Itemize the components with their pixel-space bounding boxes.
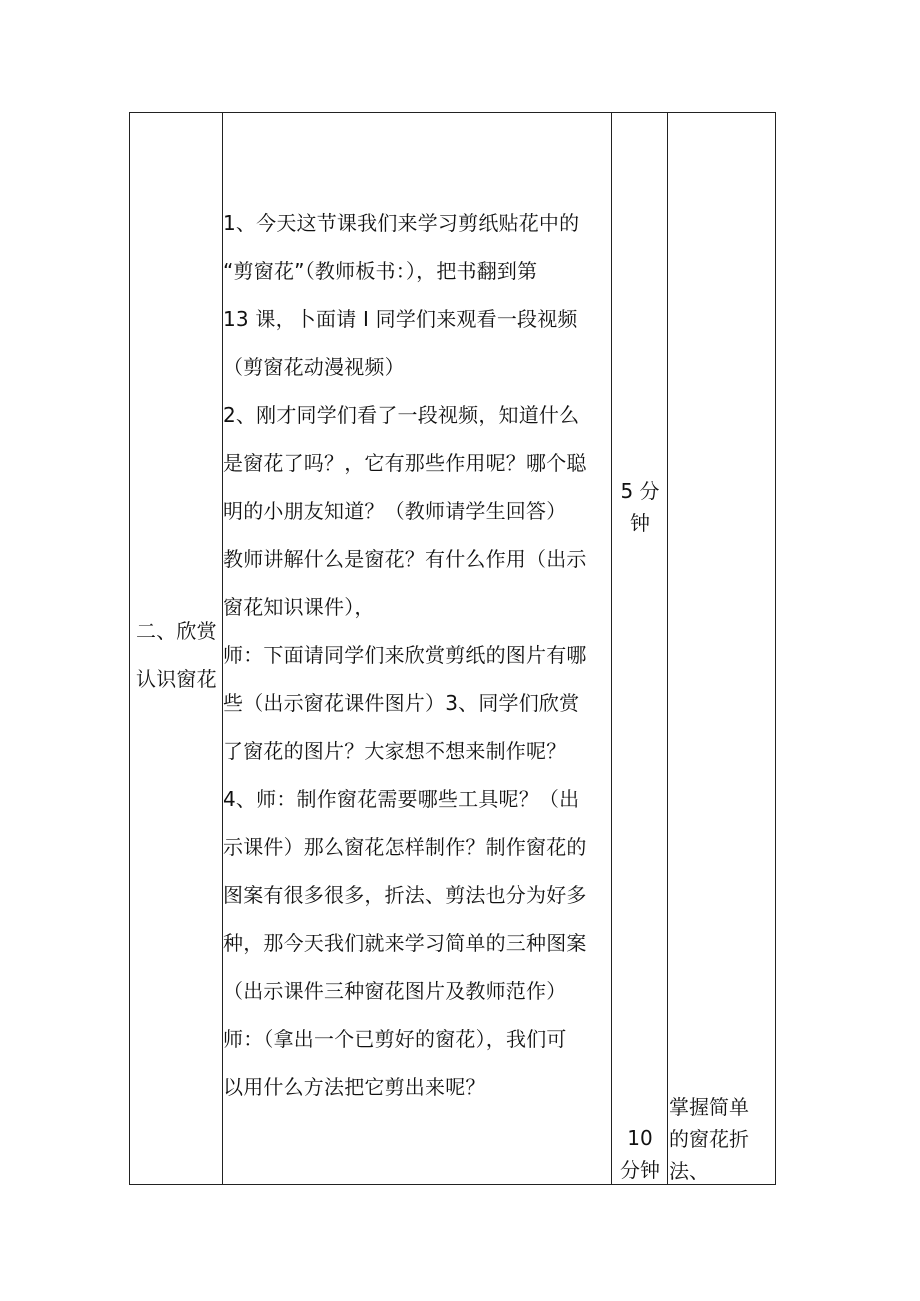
column-divider bbox=[667, 113, 668, 1184]
time-line: 钟 bbox=[630, 511, 650, 535]
time-line: 分钟 bbox=[620, 1158, 660, 1182]
content-line: 明的小朋友知道？（教师请学生回答） bbox=[223, 499, 567, 523]
lesson-table bbox=[129, 112, 776, 1185]
content-line: 窗花知识课件）， bbox=[223, 595, 375, 619]
content-line: 了窗花的图片？大家想不想来制作呢？ bbox=[223, 739, 567, 763]
content-line: 是窗花了吗？，它有那些作用呢？哪个聪 bbox=[223, 451, 587, 475]
content-line: 4、师：制作窗花需要哪些工具呢？（出 bbox=[223, 787, 580, 811]
content-line: （出示课件三种窗花图片及教师范作） bbox=[223, 979, 567, 1003]
content-line: 种，那今天我们就来学习简单的三种图案 bbox=[223, 931, 587, 955]
content-line: 教师讲解什么是窗花？有什么作用（出示 bbox=[223, 547, 587, 571]
stage-cell bbox=[136, 607, 224, 703]
content-line: 示课件）那么窗花怎样制作？制作窗花的 bbox=[223, 835, 587, 859]
content-line: 些（出示窗花课件图片）3、同学们欣赏 bbox=[223, 691, 580, 715]
content-line: 图案有很多很多，折法、剪法也分为好多 bbox=[223, 883, 587, 907]
stage-line: 认识窗花 bbox=[136, 667, 217, 691]
content-line: 师：下面请同学们来欣赏剪纸的图片有哪 bbox=[223, 643, 587, 667]
stage-line: 二、欣赏 bbox=[136, 619, 217, 643]
time-line: 5 分 bbox=[620, 479, 660, 503]
content-line: 师：（拿出一个已剪好的窗花），我们可 bbox=[223, 1027, 567, 1051]
time-line: 10 bbox=[627, 1126, 653, 1150]
goal-line: 法、 bbox=[669, 1159, 709, 1183]
content-line: 13 课，卜面请 I 同学们来观看一段视频 bbox=[223, 307, 578, 331]
goal-line: 的窗花折 bbox=[669, 1127, 749, 1151]
content-line: 以用什么方法把它剪出来呢？ bbox=[223, 1075, 486, 1099]
content-line: （剪窗花动漫视频） bbox=[223, 355, 405, 379]
time-cell-second bbox=[613, 1122, 667, 1186]
goal-cell bbox=[669, 1091, 773, 1187]
time-cell-first bbox=[613, 475, 667, 539]
goal-line: 掌握简单 bbox=[669, 1095, 749, 1119]
content-line: 1、今天这节课我们来学习剪纸贴花中的 bbox=[223, 211, 580, 235]
content-cell bbox=[223, 199, 615, 1111]
content-line: “剪窗花”（教师板书：），把书翻到第 bbox=[223, 259, 538, 283]
content-line: 2、刚才同学们看了一段视频，知道什么 bbox=[223, 403, 580, 427]
